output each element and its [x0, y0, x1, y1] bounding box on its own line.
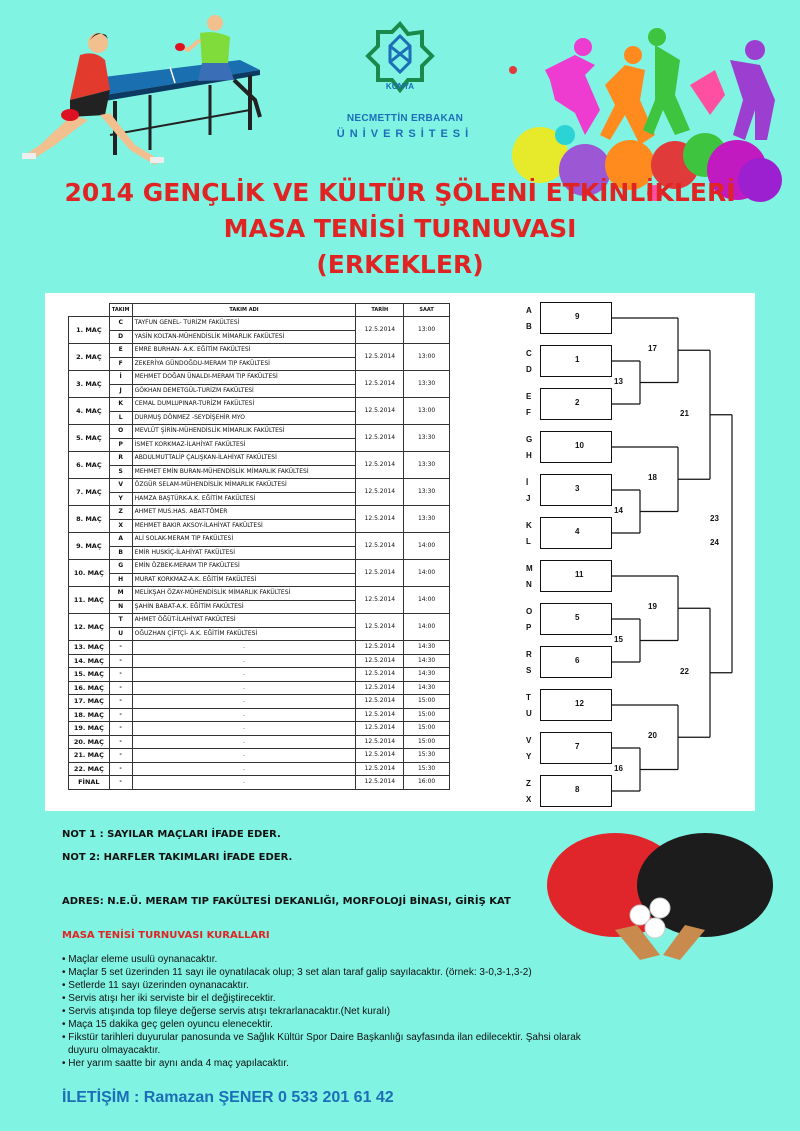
bracket-match-number: 10 — [575, 441, 584, 450]
table-row — [69, 776, 450, 790]
team-name: OĞUZHAN ÇİFTÇİ- A.K. EĞİTİM FAKÜLTESİ — [132, 627, 356, 641]
table-row — [69, 398, 450, 412]
header-team: TAKIM — [109, 304, 132, 317]
team-code: T — [109, 614, 132, 628]
team-code: M — [109, 587, 132, 601]
paddles-illustration — [545, 830, 775, 965]
rule-item: • Servis atışında top fileye değerse servis atışı tekrarlanacaktır.(Net kuralı) — [62, 1006, 391, 1017]
team-name: . — [132, 722, 356, 736]
rule-item: • Fikstür tarihleri duyurular panosunda ve Sağlık Kültür Spor Daire Başkanlığı sayfasında ilan edilecektir. Şahsi olarak duyuru olmayacaktır. — [62, 1032, 581, 1056]
note-1: NOT 1 : SAYILAR MAÇLARI İFADE EDER. — [62, 829, 281, 840]
match-label: 21. MAÇ — [69, 749, 110, 763]
table-row — [69, 479, 450, 493]
team-name: . — [132, 762, 356, 776]
team-name: HAMZA BAŞTÜRK-A.K. EĞİTİM FAKÜLTESİ — [132, 492, 356, 506]
bracket-match-number: 23 — [710, 513, 719, 523]
match-date: 12.5.2014 — [356, 398, 404, 425]
match-time: 14:30 — [404, 641, 450, 655]
team-name: . — [132, 749, 356, 763]
rule-item: • Her yarım saatte bir aynı anda 4 maç yapılacaktır. — [62, 1058, 289, 1069]
team-code: E — [109, 344, 132, 358]
match-time: 14:00 — [404, 587, 450, 614]
match-date: 12.5.2014 — [356, 371, 404, 398]
team-code: G — [109, 560, 132, 574]
bracket-team-letter: E — [526, 392, 532, 401]
match-time: 15:30 — [404, 762, 450, 776]
match-time: 15:00 — [404, 708, 450, 722]
match-label: 4. MAÇ — [69, 398, 110, 425]
team-name: MELİKŞAH ÖZAY-MÜHENDİSLİK MİMARLIK FAKÜLTESİ — [132, 587, 356, 601]
match-label: 9. MAÇ — [69, 533, 110, 560]
table-row — [69, 654, 450, 668]
team-name: YASİN KOLTAN-MÜHENDİSLİK MİMARLIK FAKÜLTESİ — [132, 330, 356, 344]
university-name: NECMETTİN ERBAKAN — [346, 113, 464, 124]
match-time: 16:00 — [404, 776, 450, 790]
team-code: V — [109, 479, 132, 493]
category-title: (ERKEKLER) — [316, 250, 484, 279]
rule-item: • Servis atışı her iki serviste bir el değiştirecektir. — [62, 993, 276, 1004]
university-subtitle: ÜNİVERSİTESİ — [336, 128, 474, 140]
bracket-team-letter: S — [526, 666, 532, 675]
match-date: 12.5.2014 — [356, 452, 404, 479]
team-name: EMİN ÖZBEK-MERAM TIP FAKÜLTESİ — [132, 560, 356, 574]
match-date: 12.5.2014 — [356, 506, 404, 533]
team-name: MEHMET DOĞAN ÜNALDI-MERAM TIP FAKÜLTESİ — [132, 371, 356, 385]
team-name: ABDULMUTTALİP ÇALIŞKAN-İLAHİYAT FAKÜLTESİ — [132, 452, 356, 466]
bracket-team-letter: K — [526, 521, 532, 530]
match-label: 20. MAÇ — [69, 735, 110, 749]
table-row — [69, 668, 450, 682]
match-date: 12.5.2014 — [356, 344, 404, 371]
table-row — [69, 317, 450, 331]
bracket-team-letter: J — [526, 494, 531, 503]
team-code: - — [109, 654, 132, 668]
team-code: N — [109, 600, 132, 614]
university-logo — [362, 20, 438, 96]
team-code: A — [109, 533, 132, 547]
bracket-team-letter: N — [526, 580, 532, 589]
team-code: L — [109, 411, 132, 425]
bracket-match-number: 21 — [680, 408, 689, 418]
table-row — [69, 708, 450, 722]
match-time: 14:30 — [404, 668, 450, 682]
match-date: 12.5.2014 — [356, 614, 404, 641]
bracket-match-number: 1 — [575, 355, 580, 364]
match-time: 15:00 — [404, 722, 450, 736]
match-time: 13:30 — [404, 371, 450, 398]
bracket-lines — [500, 300, 750, 805]
match-date: 12.5.2014 — [356, 317, 404, 344]
team-code: - — [109, 776, 132, 790]
team-name: . — [132, 735, 356, 749]
match-label: 1. MAÇ — [69, 317, 110, 344]
match-label: FİNAL — [69, 776, 110, 790]
team-name: MURAT KORKMAZ-A.K. EĞİTİM FAKÜLTESİ — [132, 573, 356, 587]
bracket-team-letter: Y — [526, 752, 532, 761]
team-code: - — [109, 708, 132, 722]
bracket-match-number: 16 — [614, 763, 623, 773]
table-row — [69, 614, 450, 628]
team-name: EMİR HUSKİÇ-İLAHİYAT FAKÜLTESİ — [132, 546, 356, 560]
team-name: . — [132, 708, 356, 722]
match-time: 13:00 — [404, 317, 450, 344]
logo-label: KONYA — [385, 82, 415, 91]
match-date: 12.5.2014 — [356, 641, 404, 655]
bracket-team-letter: D — [526, 365, 532, 374]
table-row — [69, 762, 450, 776]
contact-info: İLETİŞİM : Ramazan ŞENER 0 533 201 61 42 — [62, 1089, 394, 1106]
team-code: B — [109, 546, 132, 560]
team-code: - — [109, 695, 132, 709]
match-date: 12.5.2014 — [356, 722, 404, 736]
bracket-match-number: 13 — [614, 376, 623, 386]
match-label: 22. MAÇ — [69, 762, 110, 776]
bracket-team-letter: Z — [526, 779, 531, 788]
team-name: ÖZGÜR SELAM-MÜHENDİSLİK MİMARLIK FAKÜLTESİ — [132, 479, 356, 493]
team-code: - — [109, 641, 132, 655]
match-date: 12.5.2014 — [356, 654, 404, 668]
rules-title: MASA TENİSİ TURNUVASI KURALLARI — [62, 930, 270, 941]
team-code: K — [109, 398, 132, 412]
table-row — [69, 425, 450, 439]
header-time: SAAT — [404, 304, 450, 317]
match-date: 12.5.2014 — [356, 425, 404, 452]
team-code: - — [109, 722, 132, 736]
table-row — [69, 533, 450, 547]
team-code: H — [109, 573, 132, 587]
bracket-match-number: 20 — [648, 731, 657, 741]
team-name: AHMET MUS.HAS. ABAT-TÖMER — [132, 506, 356, 520]
team-code: R — [109, 452, 132, 466]
match-date: 12.5.2014 — [356, 735, 404, 749]
team-code: J — [109, 384, 132, 398]
team-name: . — [132, 654, 356, 668]
team-code: C — [109, 317, 132, 331]
match-date: 12.5.2014 — [356, 668, 404, 682]
match-label: 5. MAÇ — [69, 425, 110, 452]
match-time: 15:00 — [404, 695, 450, 709]
bracket-team-letter: T — [526, 693, 531, 702]
bracket-match-number: 22 — [680, 666, 689, 676]
match-schedule-table — [68, 303, 450, 790]
table-header-row — [69, 304, 450, 317]
team-code: - — [109, 735, 132, 749]
team-name: DURMUŞ DÖNMEZ -SEYDİŞEHİR MYO — [132, 411, 356, 425]
team-name: AHMET ÖĞÜT-İLAHİYAT FAKÜLTESİ — [132, 614, 356, 628]
match-time: 15:00 — [404, 735, 450, 749]
team-code: D — [109, 330, 132, 344]
bracket-match-number: 18 — [648, 473, 657, 483]
table-row — [69, 587, 450, 601]
team-name: . — [132, 641, 356, 655]
bracket-match-number: 9 — [575, 312, 580, 321]
tournament-bracket — [500, 300, 750, 805]
bracket-team-letter: H — [526, 451, 532, 460]
bracket-match-number: 7 — [575, 742, 580, 751]
team-code: O — [109, 425, 132, 439]
bracket-team-letter: O — [526, 607, 533, 616]
team-code: - — [109, 762, 132, 776]
team-name: ALİ SOLAK-MERAM TIP FAKÜLTESİ — [132, 533, 356, 547]
bracket-team-letter: İ — [526, 478, 529, 487]
team-name: GÖKHAN DEMETGÜL-TURİZM FAKÜLTESİ — [132, 384, 356, 398]
match-date: 12.5.2014 — [356, 533, 404, 560]
match-date: 12.5.2014 — [356, 708, 404, 722]
bracket-team-letter: A — [526, 306, 532, 315]
bracket-match-number: 8 — [575, 785, 580, 794]
team-code: - — [109, 681, 132, 695]
match-label: 2. MAÇ — [69, 344, 110, 371]
match-label: 12. MAÇ — [69, 614, 110, 641]
bracket-team-letter: U — [526, 709, 532, 718]
bracket-team-letter: C — [526, 349, 532, 358]
team-name: TAYFUN GENEL- TURİZM FAKÜLTESİ — [132, 317, 356, 331]
table-row — [69, 641, 450, 655]
match-time: 14:00 — [404, 533, 450, 560]
match-label: 17. MAÇ — [69, 695, 110, 709]
bracket-team-letter: R — [526, 650, 532, 659]
tournament-title: MASA TENİSİ TURNUVASI — [223, 214, 577, 243]
table-row — [69, 506, 450, 520]
bracket-team-letter: F — [526, 408, 531, 417]
table-row — [69, 452, 450, 466]
table-row — [69, 344, 450, 358]
match-date: 12.5.2014 — [356, 749, 404, 763]
bracket-team-letter: P — [526, 623, 532, 632]
bracket-match-number: 14 — [614, 505, 623, 515]
match-date: 12.5.2014 — [356, 587, 404, 614]
match-time: 13:30 — [404, 452, 450, 479]
match-time: 14:30 — [404, 654, 450, 668]
bracket-team-letter: X — [526, 795, 532, 804]
team-code: - — [109, 668, 132, 682]
team-code: İ — [109, 371, 132, 385]
team-name: MEHMET EMİN BURAN-MÜHENDİSLİK MİMARLIK FAKÜLTESİ — [132, 465, 356, 479]
bracket-match-number: 4 — [575, 527, 580, 536]
team-name: CEMAL DUMLUPINAR-TURİZM FAKÜLTESİ — [132, 398, 356, 412]
match-label: 14. MAÇ — [69, 654, 110, 668]
table-tennis-players-illustration — [10, 5, 280, 175]
match-time: 14:00 — [404, 614, 450, 641]
match-date: 12.5.2014 — [356, 762, 404, 776]
team-name: . — [132, 776, 356, 790]
table-row — [69, 371, 450, 385]
bracket-match-number: 11 — [575, 570, 584, 579]
team-name: MEHMET BAKIR AKSOY-İLAHİYAT FAKÜLTESİ — [132, 519, 356, 533]
bracket-match-number: 3 — [575, 484, 580, 493]
team-name: . — [132, 695, 356, 709]
table-row — [69, 560, 450, 574]
team-name: . — [132, 668, 356, 682]
bracket-match-number: 15 — [614, 634, 623, 644]
bracket-match-number: 24 — [710, 537, 719, 547]
team-code: S — [109, 465, 132, 479]
table-row — [69, 695, 450, 709]
team-name: ŞAHİN BABAT-A.K. EĞİTİM FAKÜLTESİ — [132, 600, 356, 614]
bracket-match-number: 5 — [575, 613, 580, 622]
table-row — [69, 735, 450, 749]
match-label: 10. MAÇ — [69, 560, 110, 587]
table-row — [69, 749, 450, 763]
bracket-match-number: 17 — [648, 344, 657, 354]
address: ADRES: N.E.Ü. MERAM TIP FAKÜLTESİ DEKANLIĞI, MORFOLOJİ BİNASI, GİRİŞ KAT — [62, 896, 511, 907]
match-label: 16. MAÇ — [69, 681, 110, 695]
rule-item: • Maça 15 dakika geç gelen oyuncu elenecektir. — [62, 1019, 273, 1030]
bracket-match-number: 2 — [575, 398, 580, 407]
bracket-team-letter: M — [526, 564, 533, 573]
header-team-name: TAKIM ADI — [132, 304, 356, 317]
team-code: U — [109, 627, 132, 641]
event-title: 2014 GENÇLİK VE KÜLTÜR ŞÖLENİ ETKİNLİKLERİ — [64, 178, 736, 207]
bracket-match-number: 19 — [648, 602, 657, 612]
match-label: 19. MAÇ — [69, 722, 110, 736]
match-time: 14:00 — [404, 560, 450, 587]
team-name: MEVLÜT ŞİRİN-MÜHENDİSLİK MİMARLIK FAKÜLTESİ — [132, 425, 356, 439]
header-date: TARİH — [356, 304, 404, 317]
team-code: P — [109, 438, 132, 452]
match-date: 12.5.2014 — [356, 776, 404, 790]
team-code: - — [109, 749, 132, 763]
rules-list — [62, 953, 582, 1070]
match-label: 15. MAÇ — [69, 668, 110, 682]
match-time: 14:30 — [404, 681, 450, 695]
match-date: 12.5.2014 — [356, 695, 404, 709]
bracket-team-letter: B — [526, 322, 532, 331]
team-code: Y — [109, 492, 132, 506]
match-label: 13. MAÇ — [69, 641, 110, 655]
note-2: NOT 2: HARFLER TAKIMLARI İFADE EDER. — [62, 852, 293, 863]
team-name: . — [132, 681, 356, 695]
rule-item: • Setlerde 11 sayı üzerinden oynanacaktır. — [62, 980, 249, 991]
match-time: 13:00 — [404, 344, 450, 371]
rule-item: • Maçlar 5 set üzerinden 11 sayı ile oynatılacak olup; 3 set alan taraf galip sayılacaktır. (örnek: 3-0,3-1,3-2) — [62, 967, 532, 978]
team-code: X — [109, 519, 132, 533]
match-label: 6. MAÇ — [69, 452, 110, 479]
match-label: 7. MAÇ — [69, 479, 110, 506]
team-name: EMRE BURHAN- A.K. EĞİTİM FAKÜLTESİ — [132, 344, 356, 358]
match-date: 12.5.2014 — [356, 560, 404, 587]
team-name: İSMET KORKMAZ-İLAHİYAT FAKÜLTESİ — [132, 438, 356, 452]
table-row — [69, 681, 450, 695]
team-name: ZEKERİYA GÜNDOĞDU-MERAM TIP FAKÜLTESİ — [132, 357, 356, 371]
match-time: 15:30 — [404, 749, 450, 763]
bracket-team-letter: G — [526, 435, 533, 444]
bracket-team-letter: L — [526, 537, 531, 546]
bracket-match-number: 6 — [575, 656, 580, 665]
team-code: Z — [109, 506, 132, 520]
match-time: 13:30 — [404, 425, 450, 452]
match-label: 11. MAÇ — [69, 587, 110, 614]
table-row — [69, 722, 450, 736]
bracket-match-number: 12 — [575, 699, 584, 708]
match-label: 18. MAÇ — [69, 708, 110, 722]
match-label: 3. MAÇ — [69, 371, 110, 398]
match-date: 12.5.2014 — [356, 479, 404, 506]
rule-item: • Maçlar eleme usulü oynanacaktır. — [62, 954, 218, 965]
team-code: F — [109, 357, 132, 371]
bracket-team-letter: V — [526, 736, 532, 745]
match-label: 8. MAÇ — [69, 506, 110, 533]
match-time: 13:00 — [404, 398, 450, 425]
schedule-body — [69, 317, 450, 790]
match-date: 12.5.2014 — [356, 681, 404, 695]
match-time: 13:30 — [404, 479, 450, 506]
match-time: 13:30 — [404, 506, 450, 533]
